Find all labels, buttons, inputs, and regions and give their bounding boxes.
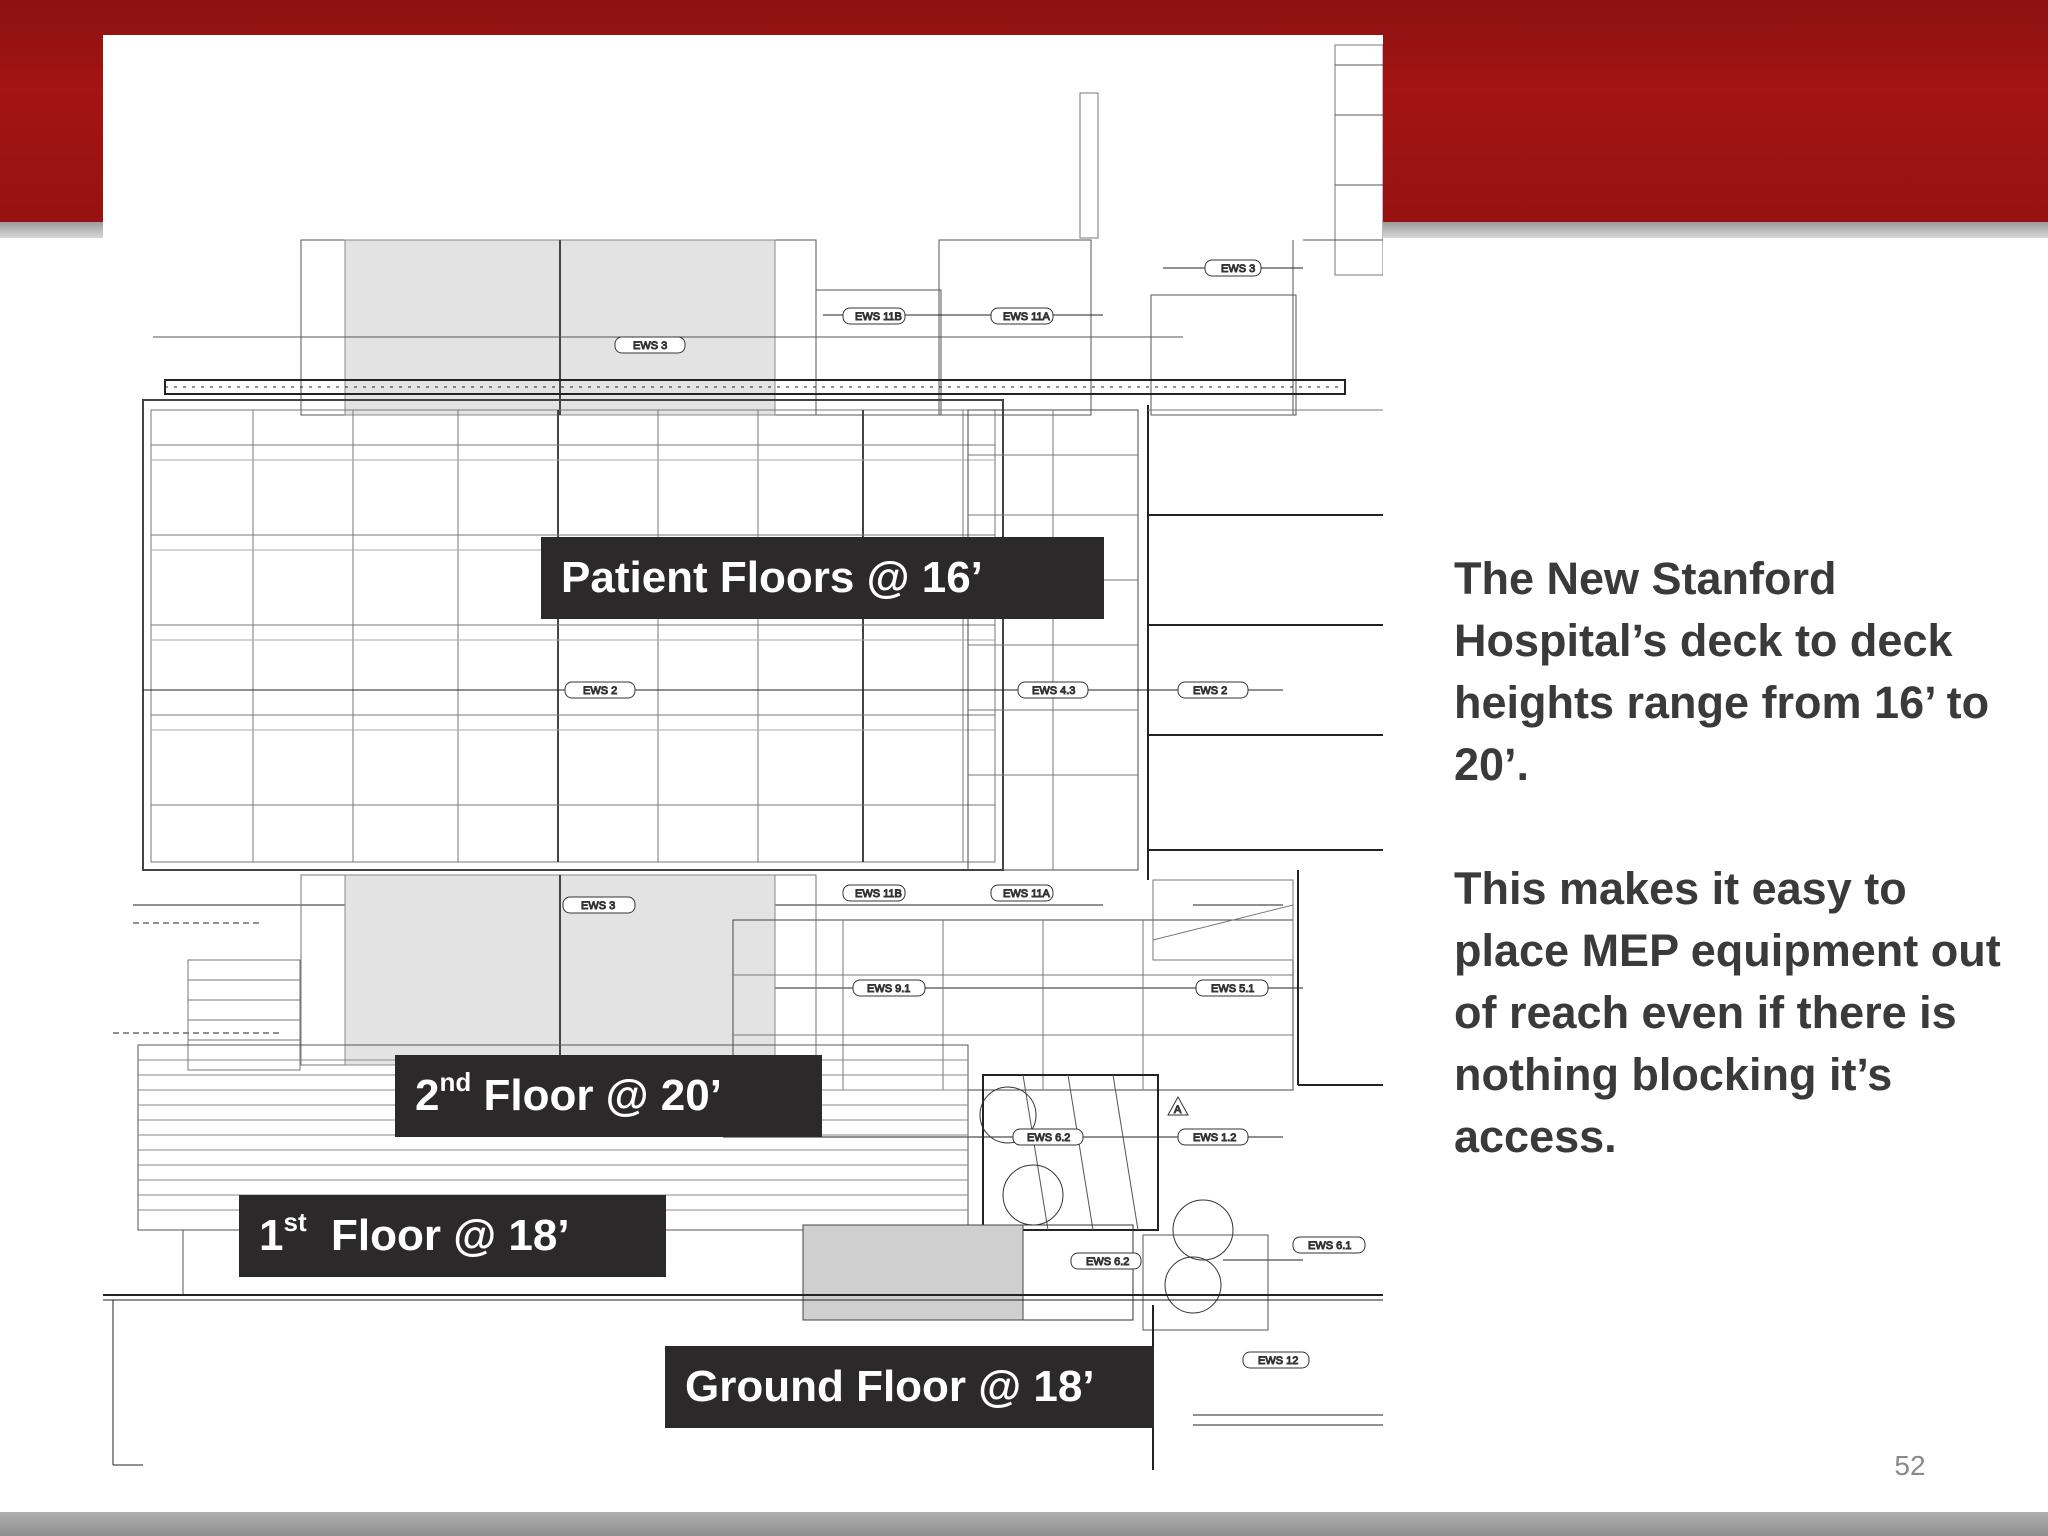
slide-body-text — [1454, 548, 2014, 1168]
ews-tag-label: EWS 6.1 — [1308, 1240, 1352, 1252]
footer-band — [0, 1512, 2048, 1536]
ews-tag — [1243, 1352, 1309, 1368]
ews-tag-label: EWS 2 — [1193, 685, 1228, 697]
ews-tag-label: EWS 4.3 — [1032, 685, 1076, 697]
ews-tag-label: EWS 12 — [1258, 1355, 1299, 1367]
label-first-floor-text: Floor @ 18’ — [306, 1211, 570, 1260]
ews-tag-label: EWS 11B — [855, 888, 902, 900]
detail-marker-label: A — [1174, 1104, 1182, 1116]
ews-tag-label: EWS 3 — [1221, 263, 1256, 275]
label-patient-floors-text: Patient Floors @ 16’ — [561, 553, 983, 602]
ews-tag-label: EWS 5.1 — [1211, 983, 1255, 995]
body-paragraph-1: The New Stanford Hospital’s deck to deck heights range from 16’ to 20’. — [1454, 553, 1990, 790]
ews-tag-label: EWS 6.2 — [1086, 1256, 1130, 1268]
body-paragraph-2: This makes it easy to place MEP equipment out of reach even if there is nothing blocking it’s access. — [1454, 863, 2001, 1162]
label-first-floor-suffix: st — [283, 1207, 307, 1237]
label-patient-floors — [541, 537, 1104, 619]
label-second-floor-suffix: nd — [439, 1067, 472, 1097]
ews-tag-label: EWS 3 — [581, 900, 616, 912]
ews-tag-label: EWS 6.2 — [1027, 1132, 1071, 1144]
ews-tag — [1196, 980, 1268, 996]
ews-tag-label: EWS 2 — [583, 685, 618, 697]
ews-tag-label: EWS 9.1 — [867, 983, 911, 995]
ews-tag-label: EWS 11B — [855, 311, 902, 323]
detail-marker — [1168, 1097, 1188, 1116]
ews-tag — [615, 337, 685, 353]
label-second-floor — [395, 1055, 822, 1137]
ews-tag — [853, 980, 925, 996]
label-second-floor-ordinal: 2 — [415, 1071, 440, 1120]
ews-tag — [1293, 1237, 1365, 1253]
ews-tag — [1018, 682, 1088, 698]
ews-tag — [1071, 1253, 1141, 1269]
label-first-floor — [239, 1195, 666, 1277]
ews-tag-label: EWS 11A — [1003, 888, 1050, 900]
ews-tag — [565, 682, 635, 698]
label-first-floor-ordinal: 1 — [259, 1211, 284, 1260]
label-ground-floor — [665, 1346, 1154, 1428]
ews-tag — [1178, 1129, 1248, 1145]
ews-tag — [1205, 260, 1261, 276]
label-ground-floor-text: Ground Floor @ 18’ — [685, 1362, 1095, 1411]
ews-tag-label: EWS 1.2 — [1193, 1132, 1237, 1144]
ews-tag — [843, 308, 905, 324]
ews-tag-label: EWS 11A — [1003, 311, 1050, 323]
ews-tag — [991, 308, 1053, 324]
label-second-floor-text: Floor @ 20’ — [471, 1071, 722, 1120]
ews-tag — [1178, 682, 1248, 698]
ews-tag — [991, 885, 1053, 901]
ews-tag — [563, 897, 635, 913]
ews-tag — [843, 885, 905, 901]
ews-tag — [1013, 1129, 1083, 1145]
ews-tag-label: EWS 3 — [633, 340, 668, 352]
slide-number: 52 — [1894, 1450, 1926, 1481]
